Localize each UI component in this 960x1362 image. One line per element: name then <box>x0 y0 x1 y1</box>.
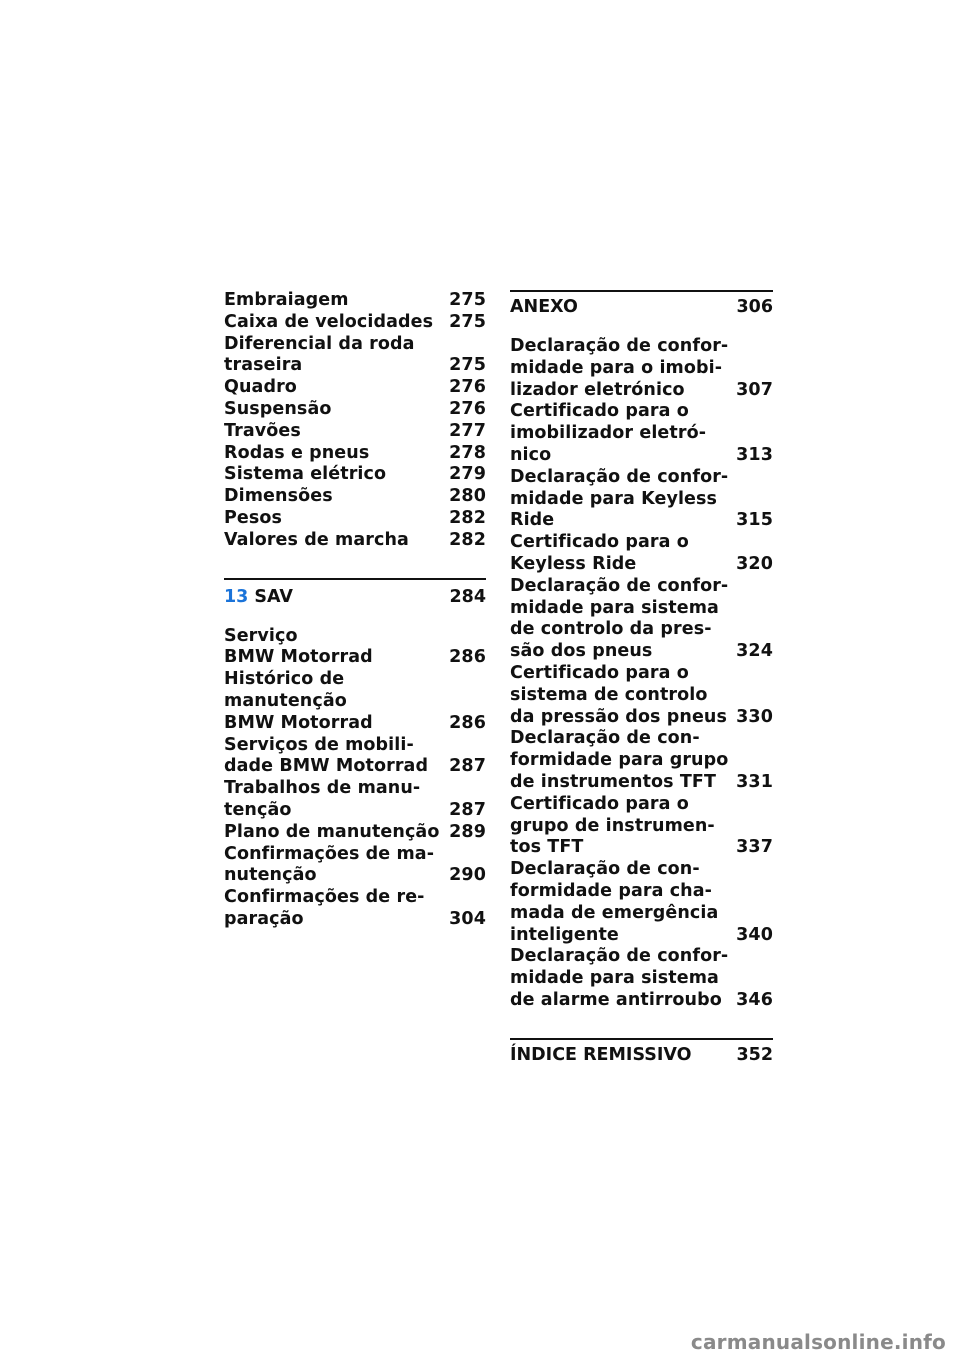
toc-entry-page: 340 <box>736 924 773 945</box>
toc-entry[interactable] <box>224 887 486 931</box>
toc-entry-text: nutenção <box>224 865 317 886</box>
toc-entry-text: tos TFT <box>510 837 584 858</box>
toc-entry-text: Caixa de velocidades <box>224 311 434 332</box>
toc-entry-page: 287 <box>449 756 486 777</box>
toc-entry-page: 287 <box>449 799 486 820</box>
toc-entry-text: midade para sistema <box>510 597 719 618</box>
toc-entry-line <box>510 990 773 1012</box>
toc-entry-text: nico <box>510 444 552 465</box>
toc-entry-line <box>510 881 773 903</box>
toc-entry-text: Sistema elétrico <box>224 464 387 485</box>
toc-entry-text: Ride <box>510 510 555 531</box>
toc-entry-text: Quadro <box>224 377 297 398</box>
toc-list-left-bottom <box>224 626 486 931</box>
toc-entry-page: 290 <box>449 865 486 886</box>
toc-entry-page: 289 <box>449 821 486 842</box>
toc-entry-page: 286 <box>449 712 486 733</box>
toc-entry-page: 304 <box>449 908 486 929</box>
toc-entry-text: inteligente <box>510 924 619 945</box>
toc-entry-line <box>224 735 486 757</box>
toc-entry-page: 313 <box>736 444 773 465</box>
toc-entry-text: imobilizador eletró- <box>510 423 707 444</box>
toc-entry-line <box>510 423 773 445</box>
toc-entry-page: 337 <box>736 837 773 858</box>
toc-entry-text: Trabalhos de manu- <box>224 778 421 799</box>
toc-entry-text: Embraiagem <box>224 290 349 310</box>
watermark-url: carmanualsonline.info <box>690 1330 946 1354</box>
toc-entry-line <box>510 816 773 838</box>
chapter-title: SAV <box>254 586 293 607</box>
toc-entry-line <box>224 647 486 669</box>
toc-entry-page: 275 <box>449 311 486 332</box>
toc-entry[interactable] <box>224 508 486 530</box>
chapter-heading-anexo[interactable] <box>510 290 773 318</box>
toc-entry[interactable] <box>224 464 486 486</box>
toc-entry-line <box>510 445 773 467</box>
toc-entry-line <box>510 707 773 729</box>
toc-list-left-top <box>224 290 486 552</box>
toc-entry[interactable] <box>224 778 486 822</box>
toc-entry-line <box>224 421 486 443</box>
toc-entry-line <box>224 290 486 312</box>
toc-entry[interactable] <box>224 399 486 421</box>
toc-entry-text: Declaração de confor- <box>510 466 729 487</box>
toc-entry-text: BMW Motorrad <box>224 712 373 733</box>
toc-entry[interactable] <box>510 532 773 576</box>
toc-entry-text: Declaração de confor- <box>510 336 729 356</box>
toc-entry-text: formidade para cha- <box>510 880 712 901</box>
toc-entry-text: midade para o imobi- <box>510 357 723 378</box>
toc-entry[interactable] <box>224 421 486 443</box>
toc-entry-line <box>224 909 486 931</box>
toc-entry-page: 276 <box>449 377 486 398</box>
toc-entry-text: tenção <box>224 799 292 820</box>
toc-entry[interactable] <box>510 663 773 728</box>
toc-entry-line <box>224 756 486 778</box>
toc-entry-text: Certificado para o <box>510 662 689 683</box>
toc-entry-line <box>224 464 486 486</box>
toc-entry-line <box>224 334 486 356</box>
toc-entry-text: Travões <box>224 420 301 441</box>
toc-entry-line <box>510 750 773 772</box>
toc-entry-text: formidade para grupo <box>510 750 729 771</box>
toc-entry-line <box>510 859 773 881</box>
toc-entry-line <box>510 619 773 641</box>
toc-entry-text: mada de emergência <box>510 902 719 923</box>
toc-entry-page: 330 <box>736 706 773 727</box>
toc-entry-page: 315 <box>736 510 773 531</box>
toc-entry-line <box>510 728 773 750</box>
toc-entry-text: são dos pneus <box>510 641 653 662</box>
toc-entry-page: 275 <box>449 355 486 376</box>
toc-entry-line <box>510 903 773 925</box>
toc-entry-text: de instrumentos TFT <box>510 771 717 792</box>
toc-entry-page: 278 <box>449 442 486 463</box>
chapter-number: 13 <box>224 586 249 607</box>
toc-entry-text: Pesos <box>224 507 283 528</box>
toc-entry-page: 331 <box>736 771 773 792</box>
toc-entry-page: 280 <box>449 486 486 507</box>
toc-entry-text: Dimensões <box>224 486 333 507</box>
right-column <box>510 290 773 1066</box>
toc-entry-text: Declaração de confor- <box>510 946 729 967</box>
toc-entry-line <box>224 486 486 508</box>
toc-entry[interactable] <box>510 859 773 946</box>
toc-entry[interactable] <box>510 336 773 401</box>
toc-entry-line <box>510 641 773 663</box>
toc-entry-text: traseira <box>224 355 303 376</box>
toc-entry-text: Confirmações de ma- <box>224 843 435 864</box>
toc-entry[interactable] <box>224 334 486 378</box>
chapter-page: 352 <box>736 1044 773 1065</box>
toc-entry-page: 320 <box>736 553 773 574</box>
toc-entry-text: Valores de marcha <box>224 529 409 550</box>
toc-entry-text: Histórico de <box>224 669 345 690</box>
toc-entry-page: 324 <box>736 641 773 662</box>
toc-entry-page: 346 <box>736 989 773 1010</box>
toc-entry[interactable] <box>224 290 486 312</box>
chapter-page: 306 <box>736 297 773 317</box>
toc-entry-page: 277 <box>449 420 486 441</box>
toc-entry-line <box>224 778 486 800</box>
toc-entry-line <box>510 946 773 968</box>
toc-entry-text: manutenção <box>224 690 347 711</box>
toc-entry-line <box>510 837 773 859</box>
toc-entry-line <box>224 669 486 691</box>
toc-entry-line <box>510 380 773 402</box>
toc-entry-text: Confirmações de re- <box>224 887 425 908</box>
toc-entry-page: 275 <box>449 290 486 310</box>
toc-entry-text: sistema de controlo <box>510 684 708 705</box>
toc-entry-line <box>510 401 773 423</box>
toc-entry[interactable] <box>224 377 486 399</box>
toc-entry[interactable] <box>510 728 773 793</box>
toc-entry-line <box>224 377 486 399</box>
chapter-heading-indice[interactable] <box>510 1038 773 1066</box>
toc-entry-line <box>224 691 486 713</box>
toc-entry-text: dade BMW Motorrad <box>224 756 429 777</box>
toc-entry-line <box>510 358 773 380</box>
chapter-title: ANEXO <box>510 297 578 317</box>
toc-entry[interactable] <box>224 822 486 844</box>
toc-entry-line <box>224 312 486 334</box>
chapter-title: ÍNDICE REMISSIVO <box>510 1044 692 1065</box>
toc-entry[interactable] <box>224 735 486 779</box>
toc-entry-text: paração <box>224 908 304 929</box>
toc-entry-line <box>224 800 486 822</box>
toc-entry-text: grupo de instrumen- <box>510 815 715 836</box>
toc-entry[interactable] <box>224 669 486 734</box>
toc-entry-text: Keyless Ride <box>510 553 637 574</box>
toc-entry[interactable] <box>224 626 486 670</box>
toc-entry-page: 279 <box>449 464 486 485</box>
toc-entry-line <box>224 713 486 735</box>
toc-entry-line <box>510 336 773 358</box>
toc-entry[interactable] <box>510 946 773 1011</box>
toc-entry[interactable] <box>224 530 486 552</box>
toc-entry-text: BMW Motorrad <box>224 647 373 668</box>
toc-entry-page: 276 <box>449 398 486 419</box>
toc-entry-text: Certificado para o <box>510 793 689 814</box>
toc-entry-text: Serviços de mobili- <box>224 734 414 755</box>
toc-entry-line <box>224 626 486 648</box>
toc-entry-page: 282 <box>449 529 486 550</box>
toc-entry-line <box>510 685 773 707</box>
chapter-page: 284 <box>449 586 486 607</box>
chapter-heading-sav[interactable] <box>224 578 486 608</box>
toc-entry-text: Rodas e pneus <box>224 442 370 463</box>
toc-list-right <box>510 336 773 1012</box>
toc-entry[interactable] <box>224 312 486 334</box>
toc-entry-line <box>510 598 773 620</box>
toc-entry-text: Suspensão <box>224 398 332 419</box>
toc-entry-text: Diferencial da roda <box>224 333 415 354</box>
toc-entry[interactable] <box>510 794 773 859</box>
toc-entry-text: lizador eletrónico <box>510 379 685 400</box>
toc-entry-text: Declaração de con- <box>510 859 700 880</box>
toc-entry[interactable] <box>224 443 486 465</box>
toc-entry-line <box>510 489 773 511</box>
toc-entry-line <box>224 443 486 465</box>
toc-entry[interactable] <box>224 844 486 888</box>
toc-entry-text: midade para sistema <box>510 968 719 989</box>
toc-entry-page: 282 <box>449 507 486 528</box>
toc-entry-text: de alarme antirroubo <box>510 989 722 1010</box>
toc-entry-line <box>224 508 486 530</box>
toc-entry-text: de controlo da pres- <box>510 619 712 640</box>
toc-entry-line <box>510 532 773 554</box>
toc-entry[interactable] <box>510 467 773 532</box>
toc-entry-line <box>510 510 773 532</box>
toc-entry-line <box>224 887 486 909</box>
toc-entry-text: Serviço <box>224 625 298 646</box>
toc-entry-line <box>224 822 486 844</box>
toc-entry-line <box>510 554 773 576</box>
chapter-title-group <box>224 586 293 608</box>
toc-entry-text: da pressão dos pneus <box>510 706 727 727</box>
left-column <box>224 290 486 931</box>
toc-entry-line <box>224 844 486 866</box>
toc-entry-line <box>224 530 486 552</box>
toc-entry-line <box>224 865 486 887</box>
toc-entry[interactable] <box>510 401 773 466</box>
toc-entry-line <box>510 663 773 685</box>
toc-entry-text: Declaração de con- <box>510 728 700 749</box>
toc-entry-line <box>510 576 773 598</box>
toc-entry-line <box>224 399 486 421</box>
toc-entry-line <box>510 772 773 794</box>
toc-entry-text: midade para Keyless <box>510 488 718 509</box>
toc-entry-text: Certificado para o <box>510 532 689 553</box>
toc-entry-text: Plano de manutenção <box>224 821 440 842</box>
toc-entry[interactable] <box>510 576 773 663</box>
toc-entry-line <box>510 968 773 990</box>
toc-entry-line <box>510 925 773 947</box>
toc-entry-text: Certificado para o <box>510 401 689 422</box>
toc-entry-line <box>224 355 486 377</box>
toc-entry-text: Declaração de confor- <box>510 575 729 596</box>
toc-entry-line <box>510 794 773 816</box>
toc-entry-page: 286 <box>449 647 486 668</box>
toc-entry-page: 307 <box>736 379 773 400</box>
toc-entry-line <box>510 467 773 489</box>
toc-entry[interactable] <box>224 486 486 508</box>
